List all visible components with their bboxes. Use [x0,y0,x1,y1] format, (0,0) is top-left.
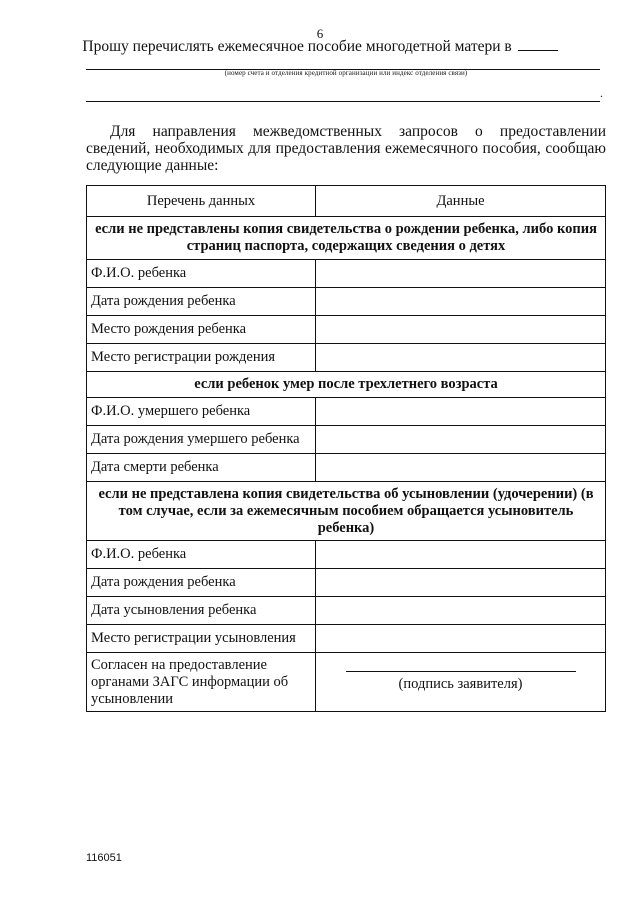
data-table [86,185,606,712]
account-line-2[interactable] [86,101,600,102]
table-row [87,426,606,454]
table-row [87,398,606,426]
table-row [87,260,606,288]
row-label: Дата рождения умершего ребенка [87,426,316,454]
section-row [87,482,606,541]
row-value-field[interactable] [316,454,606,482]
row-label: Дата смерти ребенка [87,454,316,482]
row-value-field[interactable] [316,260,606,288]
request-blank[interactable] [518,38,558,51]
row-label: Дата рождения ребенка [87,569,316,597]
table-header-row [87,186,606,217]
table-row [87,454,606,482]
row-label: Дата усыновления ребенка [87,597,316,625]
row-label: Ф.И.О. умершего ребенка [87,398,316,426]
row-value-field[interactable] [316,569,606,597]
section-title-adoption: если не представлена копия свидетельства об усыновлении (удочерении) (в том случае, если за ежемесячным пособием обращается усыновитель ребенка) [87,482,606,541]
header-data: Данные [316,186,606,217]
row-label: Место регистрации усыновления [87,625,316,653]
signature-line[interactable] [346,671,576,672]
row-value-field[interactable] [316,597,606,625]
row-value-field[interactable] [316,398,606,426]
page-number: 6 [316,26,324,41]
signature-cell[interactable] [316,653,606,712]
row-label: Дата рождения ребенка [87,288,316,316]
row-value-field[interactable] [316,625,606,653]
signature-caption: (подпись заявителя) [398,676,523,692]
consent-row [87,653,606,712]
section-title-deceased: если ребенок умер после трехлетнего возраста [87,372,606,398]
section-title-birth: если не представлены копия свидетельства о рождении ребенка, либо копия страниц паспорта, содержащих сведения о детях [87,217,606,260]
section-row [87,217,606,260]
row-label: Ф.И.О. ребенка [87,260,316,288]
row-label: Место рождения ребенка [87,316,316,344]
section-row [87,372,606,398]
account-caption: (номер счета и отделения кредитной организации или индекс отделения связи) [224,69,468,77]
request-line [0,38,640,56]
form-code: 116051 [86,852,122,864]
line-end-dot: . [600,86,603,100]
table-row [87,569,606,597]
table-row [87,597,606,625]
table-row [87,316,606,344]
header-data-list: Перечень данных [87,186,316,217]
row-label: Место регистрации рождения [87,344,316,372]
table-row [87,625,606,653]
table-row [87,288,606,316]
row-label: Ф.И.О. ребенка [87,541,316,569]
row-value-field[interactable] [316,316,606,344]
consent-label: Согласен на предоставление органами ЗАГС информации об усыновлении [87,653,316,712]
row-value-field[interactable] [316,288,606,316]
intro-paragraph: Для направления межведомственных запросов о предоставлении сведений, необходимых для предоставления ежемесячного пособия, сообщаю следующие данные: [86,123,606,174]
row-value-field[interactable] [316,426,606,454]
table-row [87,541,606,569]
row-value-field[interactable] [316,541,606,569]
row-value-field[interactable] [316,344,606,372]
request-text: Прошу перечислять ежемесячное пособие многодетной матери в [82,38,512,55]
table-row [87,344,606,372]
